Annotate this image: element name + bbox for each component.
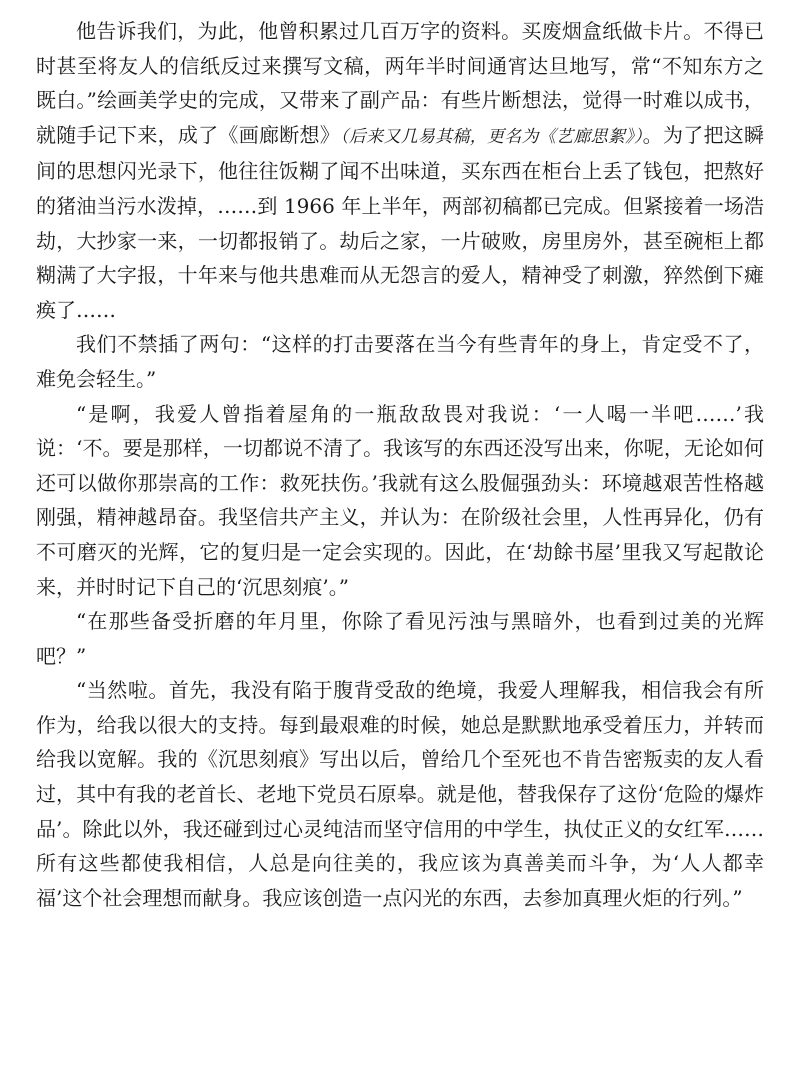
paragraph-2: 我们不禁插了两句：“这样的打击要落在当今有些青年的身上，肯定受不了，难免会轻生。”	[36, 332, 764, 391]
paragraph-5: “当然啦。首先，我没有陷于腹背受敌的绝境，我爱人理解我，相信我会有所作为，给我以很大的支持。每到最艰难的时候，她总是默默地承受着压力，并转而给我以宽解。我的《沉思刻痕》写出以后，曾给几个至死也不肯告密叛卖的友人看过，其中有我的老首长、老地下党员石原皋。就是他，替我保存了这份‘危险的爆炸品’。除此以外，我还碰到过心灵纯洁而坚守信用的中学生，执仗正义的女红军……所有这些都使我相信，人总是向往美的，我应该为真善美而斗争，为‘人人都幸福’这个社会理想而献身。我应该创造一点闪光的东西，去参加真理火炬的行列。”	[36, 678, 764, 910]
paragraph-1	[36, 14, 764, 327]
paragraph-4: “在那些备受折磨的年月里，你除了看见污浊与黑暗外，也看到过美的光辉吧？”	[36, 609, 764, 668]
paragraph-1-text-a: 他告诉我们，为此，他曾积累过几百万字的资料。买废烟盒纸做卡片。不得已时甚至将友人的信纸反过来撰写文稿，两年半时间通宵达旦地写，常“不知东方之既白。”绘画美学史的完成，又带来了副产品：有些片断想法，觉得一时难以成书，就随手记下来，成了《画廊断想》	[36, 19, 764, 147]
paragraph-3: “是啊，我爱人曾指着屋角的一瓶敌敌畏对我说：‘一人喝一半吧……’我说：‘不。要是那样，一切都说不清了。我该写的东西还没写出来，你呢，无论如何还可以做你那崇高的工作：救死扶伤。’我就有这么股倔强劲头：环境越艰苦性格越刚强，精神越昂奋。我坚信共产主义，并认为：在阶级社会里，人性再异化，仍有不可磨灭的光辉，它的复归是一定会实现的。因此，在‘劫餘书屋’里我又写起散论来，并时时记下自己的‘沉思刻痕’。”	[36, 401, 764, 599]
document-page	[36, 14, 764, 915]
paragraph-1-parenthetical: （后来又几易其稿，更名为《艺廊思絮》）	[340, 126, 643, 147]
paragraph-1-text-b: 。为了把这瞬间的思想闪光录下，他往往饭糊了闻不出味道，买东西在柜台上丢了钱包，把熬好的猪油当污水泼掉，……到 1966 年上半年，两部初稿都已完成。但紧接着一场浩劫，大抄家一来，一切都报销了。劫后之家，一片破败，房里房外，甚至碗柜上都糊满了大字报，十年来与他共患难而从无怨言的爱人，精神受了刺激，猝然倒下瘫痪了……	[36, 122, 765, 322]
